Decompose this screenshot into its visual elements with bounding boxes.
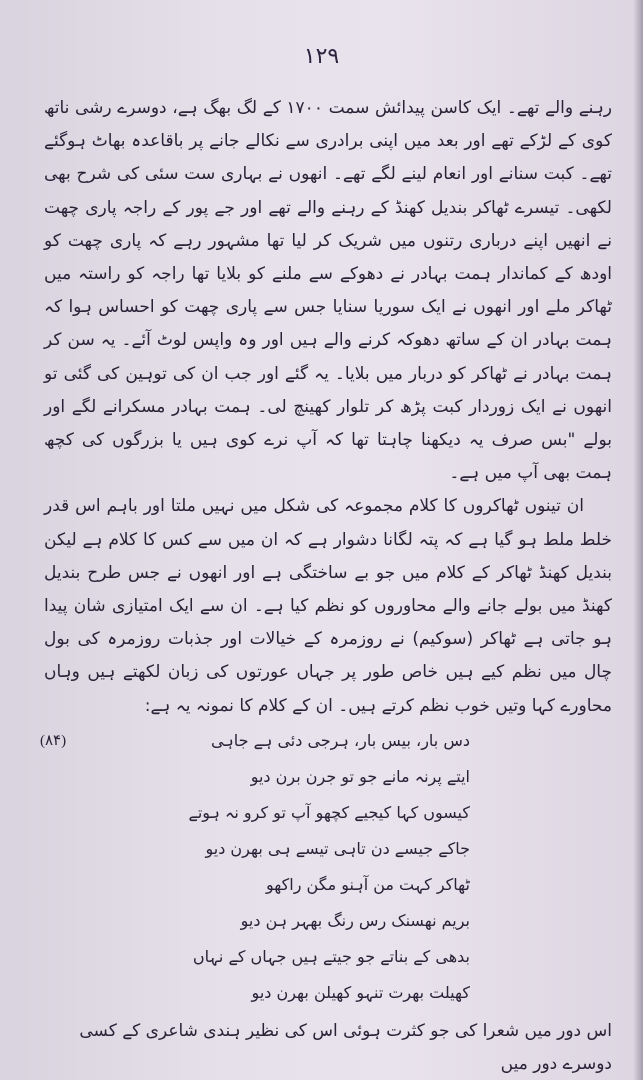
poem-line-5 xyxy=(44,867,470,903)
page-number: ۱۲۹ xyxy=(303,44,340,69)
poem-block xyxy=(44,723,470,1011)
poem-line-text: کھیلت بھرت تنہو کھیلن بھرن دیو xyxy=(251,982,470,1002)
paragraph-1: رہنے والے تھے۔ ایک کاسن پیدائش سمت ۱۷۰۰ کے لگ بھگ ہے، دوسرے رشی ناتھ کوی کے لڑکے تھے اور بعد میں اپنی برادری سے نکالے جانے پر باقاعدہ بھاٹ ہوگئے تھے۔ کبت سنانے اور انعام لینے لگے تھے۔ انھوں نے بہاری ست سئی کی شرح بھی لکھی۔ تیسرے ٹھاکر بندیل کھنڈ کے رہنے والے تھے اور جے پور کے راجہ پاری چھت نے انھیں اپنے درباری رتنوں میں شریک کر لیا تھا مشہور رہے کہ پاری چھت کو اودھ کے کماندار ہمت بہادر نے دھوکے سے ملنے کو بلایا تھا راجہ کو راستہ میں ٹھاکر ملے اور انھوں نے ایک سوریا سنایا جس سے پاری چھت کو احساس ہوا کہ ہمت بہادر ان کے ساتھ دھوکہ کرنے والے ہیں اور وہ واپس لوٹ آئے۔ یہ سن کر ہمت بہادر نے ٹھاکر کو دربار میں بلایا۔ یہ گئے اور جب ان کی توہین کی گئی تو انھوں نے ایک زوردار کبت پڑھ کر تلوار کھینچ لی۔ ہمت بہادر مسکرانے لگے اور بولے "بس صرف یہ دیکھنا چاہتا تھا کہ آپ نرے کوی ہیں یا بزرگوں کی کچھ ہمت بھی آپ میں ہے۔ xyxy=(44,98,612,484)
closing-line: اس دور میں شعرا کی جو کثرت ہوئی اس کی نظیر ہندی شاعری کے کسی دوسرے دور میں xyxy=(79,1020,612,1075)
poem-line-2 xyxy=(44,759,470,795)
poem-line-6 xyxy=(44,903,470,939)
poem-line-3 xyxy=(44,795,470,831)
poem-line-text: جاکے جیسے دن تاہی تیسے ہی بھرن دیو xyxy=(205,838,470,858)
poem-line-1 xyxy=(44,723,470,759)
poem-line-4 xyxy=(44,831,470,867)
poem-line-text: ٹھاکر کہت من آہنو مگن راکھو xyxy=(266,874,470,894)
poem-line-text: کیسوں کہا کیجیے کچھو آپ تو کرو نہ ہوتے xyxy=(188,802,470,822)
poem-line-text: دس بار، بیس بار، ہرجی دئی ہے جاہی xyxy=(211,730,470,750)
poem-line-7 xyxy=(44,939,470,975)
poem-line-text: بریم نھسنک رس رنگ بھہر ہن دیو xyxy=(240,910,470,930)
poem-line-text: ایتے پرنہ مانے جو تو جرن برن دیو xyxy=(250,766,470,786)
poem-line-8 xyxy=(44,975,470,1011)
poem-line-text: بدھی کے بناتے جو جیتے ہیں جہاں کے نہاں xyxy=(192,946,470,966)
page-body xyxy=(44,92,612,1080)
paragraph-2: ان تینوں ٹھاکروں کا کلام مجموعہ کی شکل میں نہیں ملتا اور باہم اس قدر خلط ملط ہو گیا ہے کہ پتہ لگانا دشوار ہے کہ ان میں سے کس کا کلام ہے لیکن بندیل کھنڈ ٹھاکر کے کلام میں جو بے ساختگی ہے اور انھوں نے جس طرح بندیل کھنڈ میں بولے جانے والے محاوروں کو نظم کیا ہے۔ ان سے ایک امتیازی شان پیدا ہو جاتی ہے ٹھاکر (سوکیم) نے روزمرہ کے خیالات اور جذبات روزمرہ کی بول چال میں نظم کیے ہیں خاص طور پر جہاں عورتوں کی زبان لکھتے ہیں وہاں محاورے کہا وتیں خوب نظم کرتے ہیں۔ ان کے کلام کا نمونہ یہ ہے: xyxy=(44,496,612,716)
poem-reference-number: (۸۴) xyxy=(40,732,67,749)
